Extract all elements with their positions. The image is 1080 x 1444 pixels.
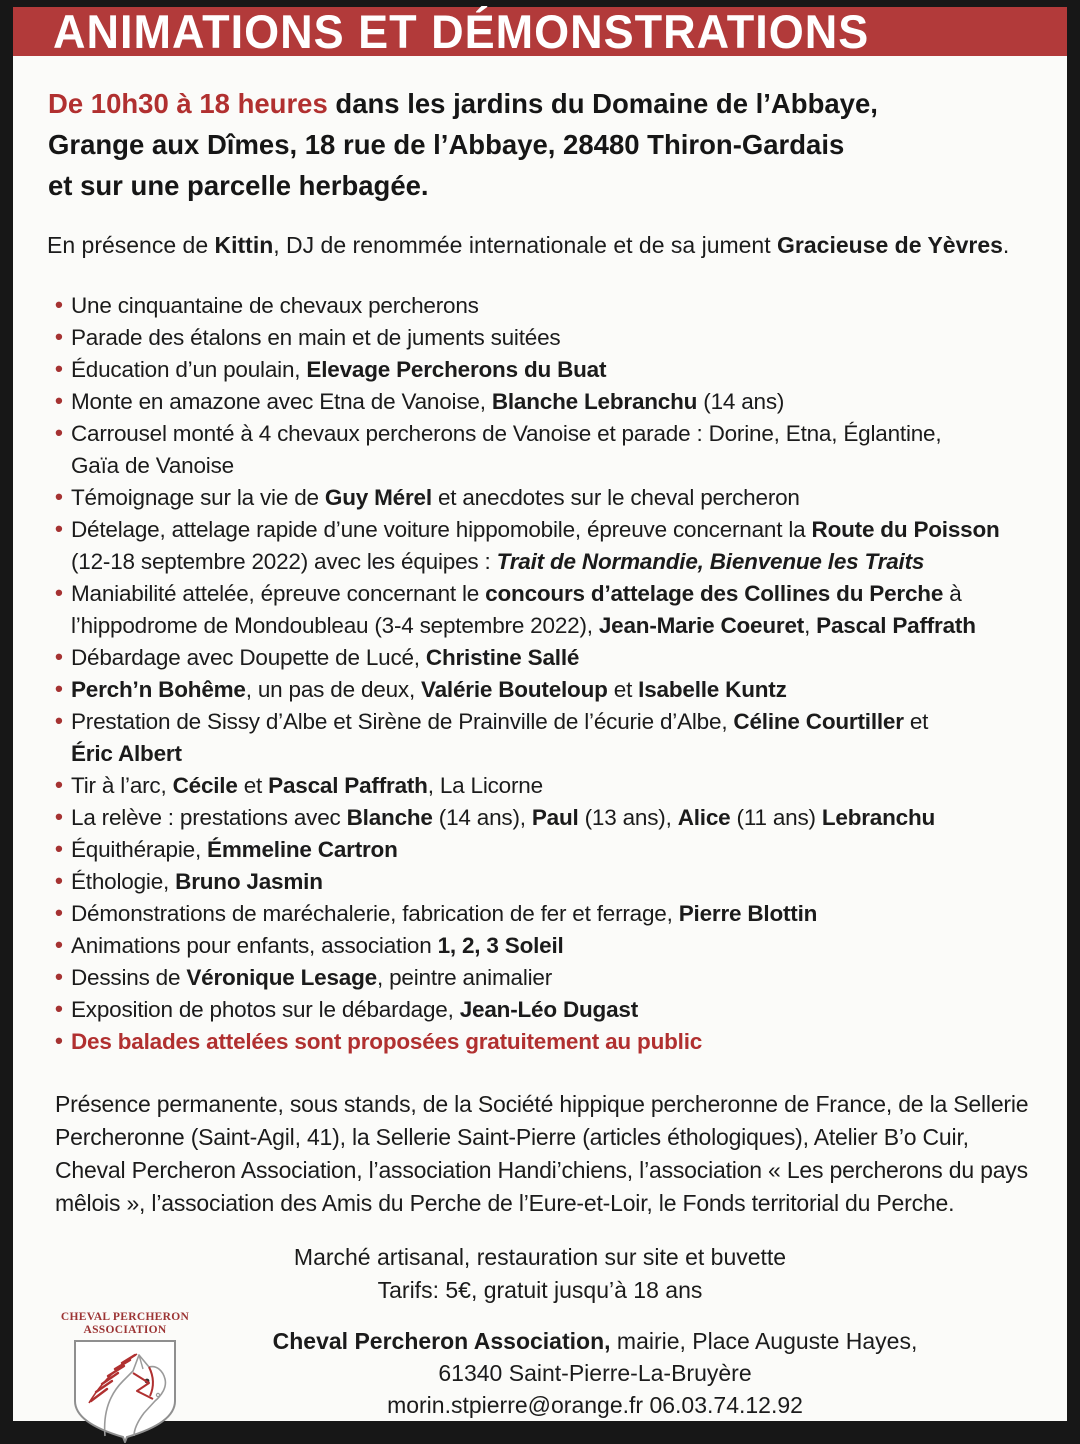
exhibitors-paragraph: Présence permanente, sous stands, de la Société hippique percheronne de France, de la Sellerie Percheronne (Saint-Agil, 41), la Sellerie Saint-Pierre (articles éthologiques), Atelier B’o Cuir, Cheval Percheron Association, l’association Handi’chiens, l’association « Les percherons du pays mêlois », l’association des Amis du Perche de l’Eure-et-Loir, le Fonds territorial du Perche. — [55, 1091, 1029, 1216]
list-item: • Éthologie, Bruno Jasmin — [55, 866, 1067, 898]
list-item: • Débardage avec Doupette de Lucé, Christine Sallé — [55, 642, 1067, 674]
list-item: • Une cinquantaine de chevaux percherons — [55, 290, 1067, 322]
list-item: • Exposition de photos sur le débardage, Jean-Léo Dugast — [55, 994, 1067, 1026]
list-item: • Maniabilité attelée, épreuve concernant le concours d’attelage des Collines du Perche à l’hippodrome de Mondoubleau (3-4 septembre 2022), Jean-Marie Coeuret, Pascal Paffrath — [55, 578, 1067, 642]
list-item: • La relève : prestations avec Blanche (14 ans), Paul (13 ans), Alice (11 ans) Lebranchu — [55, 802, 1067, 834]
program-list — [55, 290, 1067, 1058]
page-title: ANIMATIONS ET DÉMONSTRATIONS — [53, 4, 870, 59]
list-item: • Perch’n Bohême, un pas de deux, Valérie Bouteloup et Isabelle Kuntz — [55, 674, 1067, 706]
presence-line: En présence de Kittin, DJ de renommée internationale et de sa jument Gracieuse de Yèvres. — [47, 232, 1010, 258]
title-banner — [13, 4, 1067, 59]
list-item: • Des balades attelées sont proposées gratuitement au public — [55, 1026, 1067, 1058]
list-item: • Prestation de Sissy d’Albe et Sirène de Prainville de l’écurie d’Albe, Céline Courtiller et Éric Albert — [55, 706, 1067, 770]
flyer-page — [13, 4, 1067, 1421]
logo-caption: CHEVAL PERCHERON ASSOCIATION — [60, 1311, 190, 1336]
intro-paragraph: De 10h30 à 18 heures dans les jardins du Domaine de l’Abbaye, Grange aux Dîmes, 18 rue de l’Abbaye, 28480 Thiron-Gardais et sur une parcelle herbagée. — [48, 88, 878, 201]
contact-block — [143, 1325, 1047, 1421]
list-item: • Témoignage sur la vie de Guy Mérel et anecdotes sur le cheval percheron — [55, 482, 1067, 514]
list-item: • Carrousel monté à 4 chevaux percherons de Vanoise et parade : Dorine, Etna, Églantine, Gaïa de Vanoise — [55, 418, 1067, 482]
list-item: • Éducation d’un poulain, Elevage Percherons du Buat — [55, 354, 1067, 386]
list-item: • Monte en amazone avec Etna de Vanoise, Blanche Lebranchu (14 ans) — [55, 386, 1067, 418]
contact-email-phone-line: morin.stpierre@orange.fr 06.03.74.12.92 — [387, 1392, 803, 1418]
market-line: Marché artisanal, restauration sur site et buvette — [293, 1244, 787, 1270]
list-item: • Animations pour enfants, association 1, 2, 3 Soleil — [55, 930, 1067, 962]
list-item: • Tir à l’arc, Cécile et Pascal Paffrath, La Licorne — [55, 770, 1067, 802]
tariff-line: Tarifs: 5€, gratuit jusqu’à 18 ans — [377, 1277, 703, 1303]
contact-address-line: 61340 Saint-Pierre-La-Bruyère — [438, 1360, 752, 1386]
list-item: • Équithérapie, Émmeline Cartron — [55, 834, 1067, 866]
list-item: • Dessins de Véronique Lesage, peintre animalier — [55, 962, 1067, 994]
list-item: • Parade des étalons en main et de juments suitées — [55, 322, 1067, 354]
list-item: • Dételage, attelage rapide d’une voiture hippomobile, épreuve concernant la Route du Poisson (12-18 septembre 2022) avec les équipes : Trait de Normandie, Bienvenue les Traits — [55, 514, 1067, 578]
list-item: • Démonstrations de maréchalerie, fabrication de fer et ferrage, Pierre Blottin — [55, 898, 1067, 930]
contact-org-line: Cheval Percheron Association, mairie, Place Auguste Hayes, — [272, 1328, 918, 1354]
footer — [13, 1311, 1067, 1444]
